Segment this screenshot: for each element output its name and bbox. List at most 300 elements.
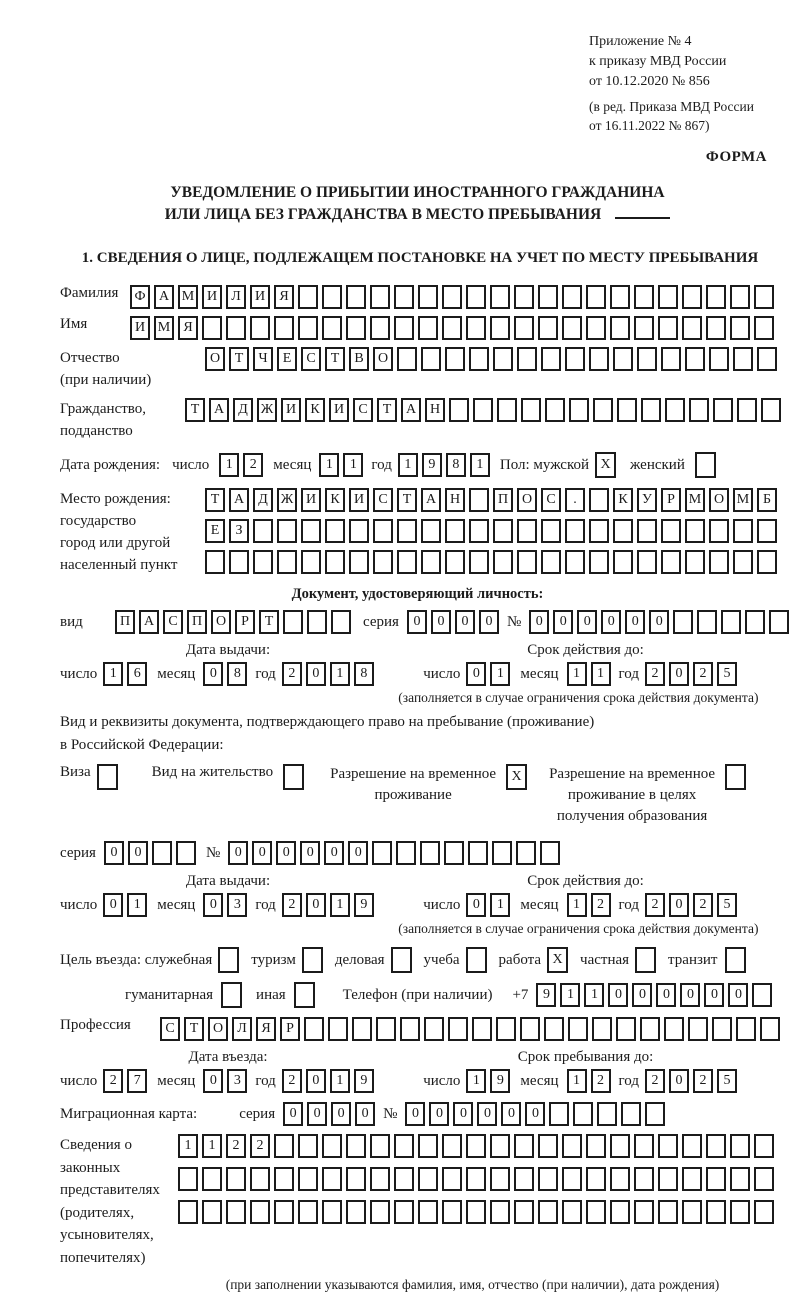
form-cell[interactable]	[637, 347, 657, 371]
form-cell[interactable]	[274, 1134, 294, 1158]
form-cell[interactable]	[469, 347, 489, 371]
form-cell[interactable]	[635, 947, 656, 973]
form-cell[interactable]	[442, 285, 462, 309]
form-cell[interactable]: Д	[253, 488, 273, 512]
form-cell[interactable]: 2	[282, 893, 302, 917]
form-cell[interactable]	[586, 285, 606, 309]
form-cell[interactable]: М	[178, 285, 198, 309]
form-cell[interactable]	[469, 488, 489, 512]
form-cell[interactable]	[176, 841, 196, 865]
form-cell[interactable]: И	[250, 285, 270, 309]
form-cell[interactable]	[682, 1134, 702, 1158]
form-cell[interactable]: X	[547, 947, 568, 973]
form-cell[interactable]	[418, 1134, 438, 1158]
form-cell[interactable]: М	[733, 488, 753, 512]
form-cell[interactable]	[538, 285, 558, 309]
form-cell[interactable]	[218, 947, 239, 973]
form-cell[interactable]: В	[349, 347, 369, 371]
form-cell[interactable]: 0	[203, 1069, 223, 1093]
form-cell[interactable]	[538, 1167, 558, 1191]
form-cell[interactable]: О	[517, 488, 537, 512]
form-cell[interactable]	[610, 316, 630, 340]
form-cell[interactable]: О	[373, 347, 393, 371]
form-cell[interactable]	[673, 610, 693, 634]
form-cell[interactable]	[352, 1017, 372, 1041]
form-cell[interactable]	[226, 1200, 246, 1224]
form-cell[interactable]	[493, 550, 513, 574]
form-cell[interactable]: 0	[203, 893, 223, 917]
form-cell[interactable]	[573, 1102, 593, 1126]
form-cell[interactable]	[520, 1017, 540, 1041]
form-cell[interactable]	[658, 1134, 678, 1158]
form-cell[interactable]	[346, 285, 366, 309]
form-cell[interactable]	[466, 1167, 486, 1191]
form-cell[interactable]: 0	[669, 662, 689, 686]
form-cell[interactable]: Я	[178, 316, 198, 340]
form-cell[interactable]: 0	[728, 983, 748, 1007]
form-cell[interactable]: 0	[324, 841, 344, 865]
form-cell[interactable]	[473, 398, 493, 422]
form-cell[interactable]: 0	[680, 983, 700, 1007]
form-cell[interactable]: .	[565, 488, 585, 512]
form-cell[interactable]: Ж	[277, 488, 297, 512]
form-cell[interactable]	[370, 285, 390, 309]
form-cell[interactable]	[490, 1134, 510, 1158]
form-cell[interactable]: Т	[205, 488, 225, 512]
form-cell[interactable]	[706, 1200, 726, 1224]
form-cell[interactable]: 9	[536, 983, 556, 1007]
form-cell[interactable]	[253, 519, 273, 543]
form-cell[interactable]	[420, 841, 440, 865]
form-cell[interactable]	[469, 519, 489, 543]
form-cell[interactable]: Р	[235, 610, 255, 634]
form-cell[interactable]	[685, 519, 705, 543]
form-cell[interactable]: Т	[397, 488, 417, 512]
form-cell[interactable]: 0	[625, 610, 645, 634]
form-cell[interactable]	[468, 841, 488, 865]
form-cell[interactable]	[658, 1200, 678, 1224]
form-cell[interactable]	[541, 347, 561, 371]
form-cell[interactable]: 1	[567, 662, 587, 686]
form-cell[interactable]	[304, 1017, 324, 1041]
form-cell[interactable]: 2	[693, 1069, 713, 1093]
form-cell[interactable]	[562, 316, 582, 340]
form-cell[interactable]: А	[401, 398, 421, 422]
form-cell[interactable]	[328, 1017, 348, 1041]
form-cell[interactable]	[757, 550, 777, 574]
form-cell[interactable]	[376, 1017, 396, 1041]
form-cell[interactable]: 2	[282, 662, 302, 686]
form-cell[interactable]	[569, 398, 589, 422]
form-cell[interactable]: И	[130, 316, 150, 340]
form-cell[interactable]	[444, 841, 464, 865]
form-cell[interactable]	[688, 1017, 708, 1041]
form-cell[interactable]	[421, 519, 441, 543]
form-cell[interactable]	[449, 398, 469, 422]
form-cell[interactable]	[540, 841, 560, 865]
form-cell[interactable]	[538, 1134, 558, 1158]
form-cell[interactable]	[370, 316, 390, 340]
form-cell[interactable]	[394, 1200, 414, 1224]
form-cell[interactable]: 0	[479, 610, 499, 634]
form-cell[interactable]: 9	[354, 893, 374, 917]
form-cell[interactable]: Ф	[130, 285, 150, 309]
form-cell[interactable]	[490, 1200, 510, 1224]
form-cell[interactable]	[754, 1200, 774, 1224]
form-cell[interactable]	[226, 316, 246, 340]
form-cell[interactable]	[737, 398, 757, 422]
form-cell[interactable]	[586, 1134, 606, 1158]
form-cell[interactable]: 6	[127, 662, 147, 686]
form-cell[interactable]	[634, 316, 654, 340]
form-cell[interactable]: С	[163, 610, 183, 634]
form-cell[interactable]: Н	[425, 398, 445, 422]
form-cell[interactable]: 0	[306, 1069, 326, 1093]
form-cell[interactable]: 2	[591, 1069, 611, 1093]
form-cell[interactable]	[706, 1134, 726, 1158]
form-cell[interactable]	[349, 519, 369, 543]
form-cell[interactable]	[298, 1134, 318, 1158]
form-cell[interactable]	[682, 285, 702, 309]
form-cell[interactable]: П	[493, 488, 513, 512]
form-cell[interactable]: 0	[128, 841, 148, 865]
form-cell[interactable]	[637, 550, 657, 574]
form-cell[interactable]: 0	[529, 610, 549, 634]
form-cell[interactable]: И	[202, 285, 222, 309]
form-cell[interactable]	[661, 550, 681, 574]
form-cell[interactable]	[545, 398, 565, 422]
form-cell[interactable]	[283, 764, 304, 790]
form-cell[interactable]	[725, 947, 746, 973]
form-cell[interactable]	[307, 610, 327, 634]
form-cell[interactable]: 1	[490, 662, 510, 686]
form-cell[interactable]	[541, 519, 561, 543]
form-cell[interactable]	[277, 519, 297, 543]
form-cell[interactable]: 0	[228, 841, 248, 865]
form-cell[interactable]	[496, 1017, 516, 1041]
form-cell[interactable]: X	[595, 452, 616, 478]
form-cell[interactable]	[516, 841, 536, 865]
form-cell[interactable]	[544, 1017, 564, 1041]
form-cell[interactable]	[274, 1200, 294, 1224]
form-cell[interactable]: Ч	[253, 347, 273, 371]
form-cell[interactable]: 0	[252, 841, 272, 865]
form-cell[interactable]	[586, 1200, 606, 1224]
form-cell[interactable]	[634, 1167, 654, 1191]
form-cell[interactable]: Л	[226, 285, 246, 309]
form-cell[interactable]: 0	[577, 610, 597, 634]
form-cell[interactable]	[322, 1200, 342, 1224]
form-cell[interactable]: 0	[104, 841, 124, 865]
form-cell[interactable]	[250, 1200, 270, 1224]
form-cell[interactable]	[202, 316, 222, 340]
form-cell[interactable]: 0	[407, 610, 427, 634]
form-cell[interactable]	[421, 550, 441, 574]
form-cell[interactable]	[418, 1167, 438, 1191]
form-cell[interactable]: Т	[184, 1017, 204, 1041]
form-cell[interactable]: Е	[205, 519, 225, 543]
form-cell[interactable]: 1	[470, 453, 490, 477]
form-cell[interactable]: О	[205, 347, 225, 371]
form-cell[interactable]: А	[154, 285, 174, 309]
form-cell[interactable]	[562, 1200, 582, 1224]
form-cell[interactable]	[658, 1167, 678, 1191]
form-cell[interactable]	[226, 1167, 246, 1191]
form-cell[interactable]	[493, 519, 513, 543]
form-cell[interactable]: 1	[103, 662, 123, 686]
form-cell[interactable]	[586, 316, 606, 340]
form-cell[interactable]	[610, 1134, 630, 1158]
form-cell[interactable]	[396, 841, 416, 865]
form-cell[interactable]	[568, 1017, 588, 1041]
form-cell[interactable]: Т	[377, 398, 397, 422]
form-cell[interactable]	[565, 347, 585, 371]
form-cell[interactable]: 5	[717, 893, 737, 917]
form-cell[interactable]	[661, 519, 681, 543]
form-cell[interactable]	[322, 1167, 342, 1191]
form-cell[interactable]	[397, 347, 417, 371]
form-cell[interactable]	[721, 610, 741, 634]
form-cell[interactable]: 0	[276, 841, 296, 865]
form-cell[interactable]: 5	[717, 662, 737, 686]
form-cell[interactable]	[645, 1102, 665, 1126]
form-cell[interactable]	[757, 519, 777, 543]
form-cell[interactable]	[373, 519, 393, 543]
form-cell[interactable]	[466, 1134, 486, 1158]
form-cell[interactable]	[442, 1134, 462, 1158]
form-cell[interactable]	[725, 764, 746, 790]
form-cell[interactable]	[421, 347, 441, 371]
form-cell[interactable]	[493, 347, 513, 371]
form-cell[interactable]	[445, 347, 465, 371]
form-cell[interactable]: 8	[446, 453, 466, 477]
form-cell[interactable]: С	[353, 398, 373, 422]
form-cell[interactable]: 0	[632, 983, 652, 1007]
form-cell[interactable]: 9	[422, 453, 442, 477]
form-cell[interactable]	[466, 316, 486, 340]
form-cell[interactable]: С	[160, 1017, 180, 1041]
form-cell[interactable]: 9	[354, 1069, 374, 1093]
form-cell[interactable]: 0	[501, 1102, 521, 1126]
form-cell[interactable]: 2	[693, 662, 713, 686]
form-cell[interactable]: И	[301, 488, 321, 512]
form-cell[interactable]	[752, 983, 772, 1007]
form-cell[interactable]	[589, 550, 609, 574]
form-cell[interactable]: 1	[466, 1069, 486, 1093]
form-cell[interactable]: 9	[490, 1069, 510, 1093]
form-cell[interactable]	[517, 519, 537, 543]
form-cell[interactable]	[538, 1200, 558, 1224]
form-cell[interactable]	[613, 519, 633, 543]
form-cell[interactable]: 0	[525, 1102, 545, 1126]
form-cell[interactable]	[589, 347, 609, 371]
form-cell[interactable]: 1	[330, 1069, 350, 1093]
form-cell[interactable]	[616, 1017, 636, 1041]
form-cell[interactable]	[712, 1017, 732, 1041]
form-cell[interactable]	[685, 347, 705, 371]
form-cell[interactable]: 1	[202, 1134, 222, 1158]
form-cell[interactable]	[250, 1167, 270, 1191]
form-cell[interactable]: 2	[226, 1134, 246, 1158]
form-cell[interactable]	[613, 347, 633, 371]
form-cell[interactable]: 0	[453, 1102, 473, 1126]
form-cell[interactable]	[697, 610, 717, 634]
form-cell[interactable]	[695, 452, 716, 478]
form-cell[interactable]	[706, 285, 726, 309]
form-cell[interactable]: М	[154, 316, 174, 340]
form-cell[interactable]	[418, 285, 438, 309]
form-cell[interactable]	[346, 316, 366, 340]
form-cell[interactable]: К	[305, 398, 325, 422]
form-cell[interactable]	[397, 550, 417, 574]
form-cell[interactable]: 0	[601, 610, 621, 634]
form-cell[interactable]	[301, 519, 321, 543]
form-cell[interactable]	[418, 316, 438, 340]
form-cell[interactable]	[757, 347, 777, 371]
form-cell[interactable]: 0	[307, 1102, 327, 1126]
form-cell[interactable]: К	[325, 488, 345, 512]
form-cell[interactable]	[706, 316, 726, 340]
form-cell[interactable]	[730, 285, 750, 309]
form-cell[interactable]	[709, 519, 729, 543]
form-cell[interactable]	[661, 347, 681, 371]
form-cell[interactable]: X	[506, 764, 527, 790]
form-cell[interactable]: 7	[127, 1069, 147, 1093]
form-cell[interactable]	[294, 982, 315, 1008]
form-cell[interactable]	[733, 550, 753, 574]
form-cell[interactable]	[733, 347, 753, 371]
form-cell[interactable]	[442, 316, 462, 340]
form-cell[interactable]	[466, 1200, 486, 1224]
form-cell[interactable]	[372, 841, 392, 865]
form-cell[interactable]	[637, 519, 657, 543]
form-cell[interactable]: 1	[219, 453, 239, 477]
form-cell[interactable]: 0	[455, 610, 475, 634]
form-cell[interactable]	[221, 982, 242, 1008]
form-cell[interactable]	[178, 1167, 198, 1191]
form-cell[interactable]	[152, 841, 172, 865]
form-cell[interactable]: 0	[477, 1102, 497, 1126]
form-cell[interactable]: 0	[348, 841, 368, 865]
form-cell[interactable]: 0	[466, 662, 486, 686]
form-cell[interactable]: К	[613, 488, 633, 512]
form-cell[interactable]	[445, 550, 465, 574]
form-cell[interactable]: 1	[330, 662, 350, 686]
form-cell[interactable]	[754, 316, 774, 340]
form-cell[interactable]: Т	[259, 610, 279, 634]
form-cell[interactable]	[202, 1167, 222, 1191]
form-cell[interactable]	[442, 1200, 462, 1224]
form-cell[interactable]	[394, 1167, 414, 1191]
form-cell[interactable]: И	[329, 398, 349, 422]
form-cell[interactable]	[521, 398, 541, 422]
form-cell[interactable]	[394, 316, 414, 340]
form-cell[interactable]: 1	[567, 1069, 587, 1093]
form-cell[interactable]	[634, 285, 654, 309]
form-cell[interactable]	[589, 519, 609, 543]
form-cell[interactable]: 0	[283, 1102, 303, 1126]
form-cell[interactable]	[713, 398, 733, 422]
form-cell[interactable]	[274, 1167, 294, 1191]
form-cell[interactable]	[445, 519, 465, 543]
form-cell[interactable]	[370, 1167, 390, 1191]
form-cell[interactable]	[610, 285, 630, 309]
form-cell[interactable]	[325, 519, 345, 543]
form-cell[interactable]: 1	[127, 893, 147, 917]
form-cell[interactable]: 1	[330, 893, 350, 917]
form-cell[interactable]	[514, 1200, 534, 1224]
form-cell[interactable]: 0	[300, 841, 320, 865]
form-cell[interactable]: И	[349, 488, 369, 512]
form-cell[interactable]: Д	[233, 398, 253, 422]
form-cell[interactable]: 2	[250, 1134, 270, 1158]
form-cell[interactable]: 2	[645, 662, 665, 686]
form-cell[interactable]	[689, 398, 709, 422]
form-cell[interactable]	[621, 1102, 641, 1126]
form-cell[interactable]: 1	[398, 453, 418, 477]
form-cell[interactable]	[298, 316, 318, 340]
form-cell[interactable]	[562, 285, 582, 309]
form-cell[interactable]	[346, 1167, 366, 1191]
form-cell[interactable]	[274, 316, 294, 340]
form-cell[interactable]: 2	[693, 893, 713, 917]
form-cell[interactable]: Я	[256, 1017, 276, 1041]
form-cell[interactable]: 0	[103, 893, 123, 917]
form-cell[interactable]	[346, 1134, 366, 1158]
form-cell[interactable]: 1	[591, 662, 611, 686]
form-cell[interactable]	[394, 285, 414, 309]
form-cell[interactable]: А	[229, 488, 249, 512]
form-cell[interactable]	[664, 1017, 684, 1041]
form-cell[interactable]	[589, 488, 609, 512]
form-cell[interactable]	[665, 398, 685, 422]
form-cell[interactable]	[250, 316, 270, 340]
form-cell[interactable]: 8	[354, 662, 374, 686]
form-cell[interactable]	[562, 1167, 582, 1191]
form-cell[interactable]: А	[209, 398, 229, 422]
form-cell[interactable]	[549, 1102, 569, 1126]
form-cell[interactable]: 0	[431, 610, 451, 634]
form-cell[interactable]	[97, 764, 118, 790]
form-cell[interactable]	[178, 1200, 198, 1224]
form-cell[interactable]	[517, 550, 537, 574]
form-cell[interactable]	[325, 550, 345, 574]
form-cell[interactable]: И	[281, 398, 301, 422]
form-cell[interactable]	[610, 1200, 630, 1224]
form-cell[interactable]: 0	[466, 893, 486, 917]
form-cell[interactable]: О	[208, 1017, 228, 1041]
form-cell[interactable]: 1	[343, 453, 363, 477]
form-cell[interactable]: У	[637, 488, 657, 512]
form-cell[interactable]: З	[229, 519, 249, 543]
form-cell[interactable]	[685, 550, 705, 574]
form-cell[interactable]: М	[685, 488, 705, 512]
form-cell[interactable]	[730, 316, 750, 340]
form-cell[interactable]: Р	[280, 1017, 300, 1041]
form-cell[interactable]	[736, 1017, 756, 1041]
form-cell[interactable]	[514, 1134, 534, 1158]
form-cell[interactable]: 0	[669, 1069, 689, 1093]
form-cell[interactable]	[370, 1134, 390, 1158]
form-cell[interactable]	[418, 1200, 438, 1224]
form-cell[interactable]: 1	[178, 1134, 198, 1158]
form-cell[interactable]	[610, 1167, 630, 1191]
form-cell[interactable]	[565, 550, 585, 574]
form-cell[interactable]	[442, 1167, 462, 1191]
form-cell[interactable]	[593, 398, 613, 422]
form-cell[interactable]	[754, 1134, 774, 1158]
form-cell[interactable]: Л	[232, 1017, 252, 1041]
